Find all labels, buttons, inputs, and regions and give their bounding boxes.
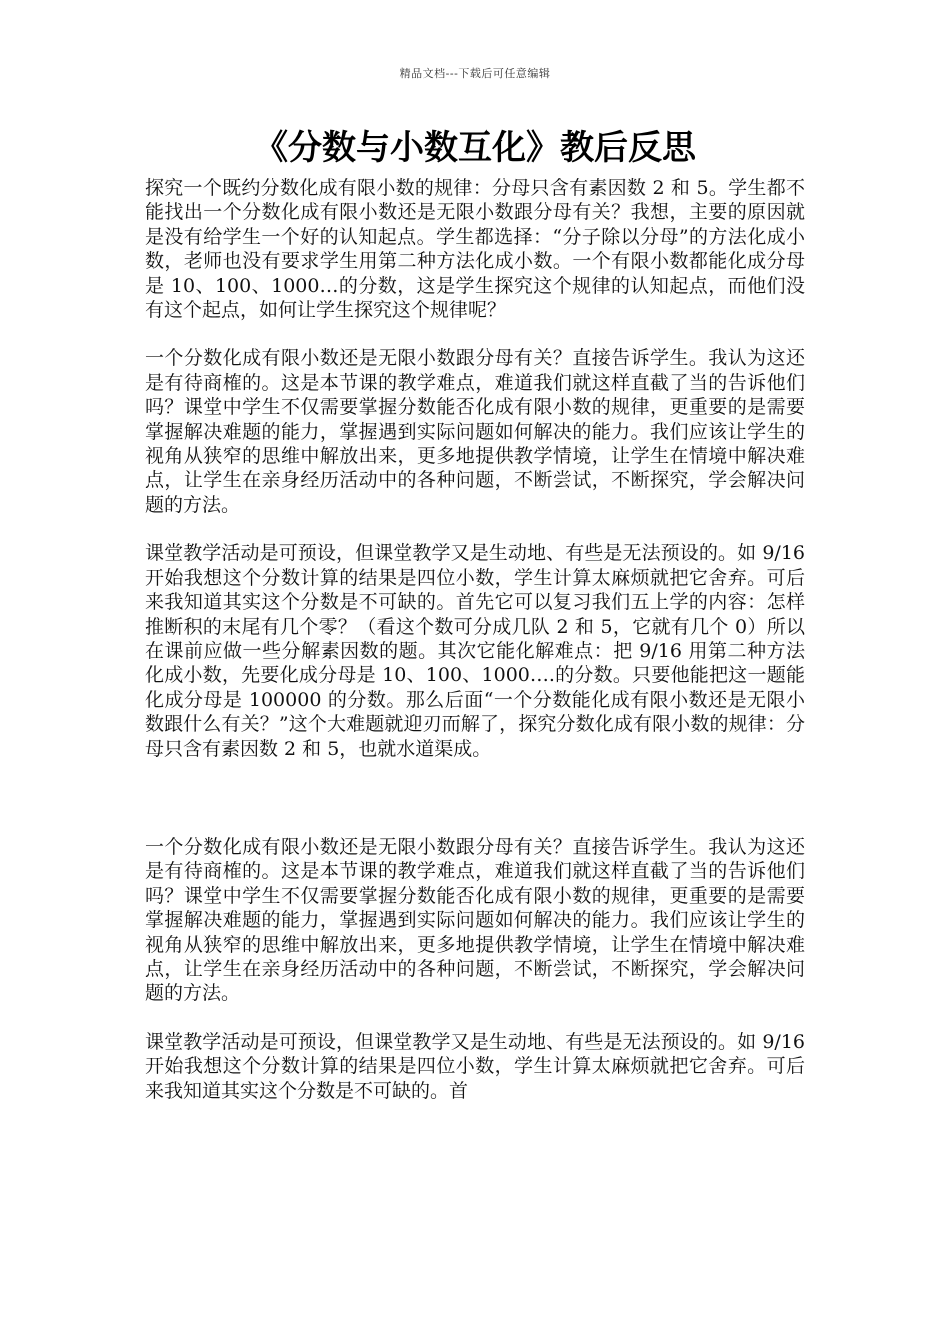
paragraph-3: 课堂教学活动是可预设，但课堂教学又是生动地、有些是无法预设的。如 9/16 开始我想这个分数计算的结果是四位小数，学生计算太麻烦就把它舍弃。可后来我知道其实这个分数是不可缺的。首先它可以复习我们五上学的内容：怎样推断积的末尾有几个零？（看这个数可分成几队 2 和 5，它就有几个 0）所以在课前应做一些分解素因数的题。其次它能化解难点：把 9/16 用第二种方法化成小数，先要化成分母是 10、100、1000….的分数。只要他能把这一题能化成分母是 100000 的分数。那么后面“一个分数能化成有限小数还是无限小数跟什么有关？”这个大难题就迎刃而解了，探究分数化成有限小数的规律：分母只含有素因数 2 和 5，也就水道渠成。 [145,542,805,760]
document-title: 《分数与小数互化》教后反思 [254,128,696,168]
paragraph-spacer [145,761,805,835]
paragraph-spacer [145,517,805,541]
document-body [145,176,805,1103]
paragraph-2: 一个分数化成有限小数还是无限小数跟分母有关？直接告诉学生。我认为这还是有待商榷的。这是本节课的教学难点，难道我们就这样直截了当的告诉他们吗？课堂中学生不仅需要掌握分数能否化成有限小数的规律，更重要的是需要掌握解决难题的能力，掌握遇到实际问题如何解决的能力。我们应该让学生的视角从狭窄的思维中解放出来，更多地提供教学情境，让学生在情境中解决难点，让学生在亲身经历活动中的各种问题，不断尝试，不断探究，学会解决问题的方法。 [145,347,805,516]
paragraph-1: 探究一个既约分数化成有限小数的规律：分母只含有素因数 2 和 5。学生都不能找出一个分数化成有限小数还是无限小数跟分母有关？我想，主要的原因就是没有给学生一个好的认知起点。学生都选择：“分子除以分母”的方法化成小数，老师也没有要求学生用第二种方法化成小数。一个有限小数都能化成分母是 10、100、1000…的分数，这是学生探究这个规律的认知起点，而他们没有这个起点，如何让学生探究这个规律呢？ [145,177,805,322]
paragraph-4: 一个分数化成有限小数还是无限小数跟分母有关？直接告诉学生。我认为这还是有待商榷的。这是本节课的教学难点，难道我们就这样直截了当的告诉他们吗？课堂中学生不仅需要掌握分数能否化成有限小数的规律，更重要的是需要掌握解决难题的能力，掌握遇到实际问题如何解决的能力。我们应该让学生的视角从狭窄的思维中解放出来，更多地提供教学情境，让学生在情境中解决难点，让学生在亲身经历活动中的各种问题，不断尝试，不断探究，学会解决问题的方法。 [145,835,805,1005]
paragraph-spacer [145,1006,805,1030]
header-note: 精品文档---下载后可任意编辑 [399,67,551,80]
paragraph-5: 课堂教学活动是可预设，但课堂教学又是生动地、有些是无法预设的。如 9/16 开始我想这个分数计算的结果是四位小数，学生计算太麻烦就把它舍弃。可后来我知道其实这个分数是不可缺的。首 [145,1030,805,1102]
paragraph-spacer [145,322,805,346]
